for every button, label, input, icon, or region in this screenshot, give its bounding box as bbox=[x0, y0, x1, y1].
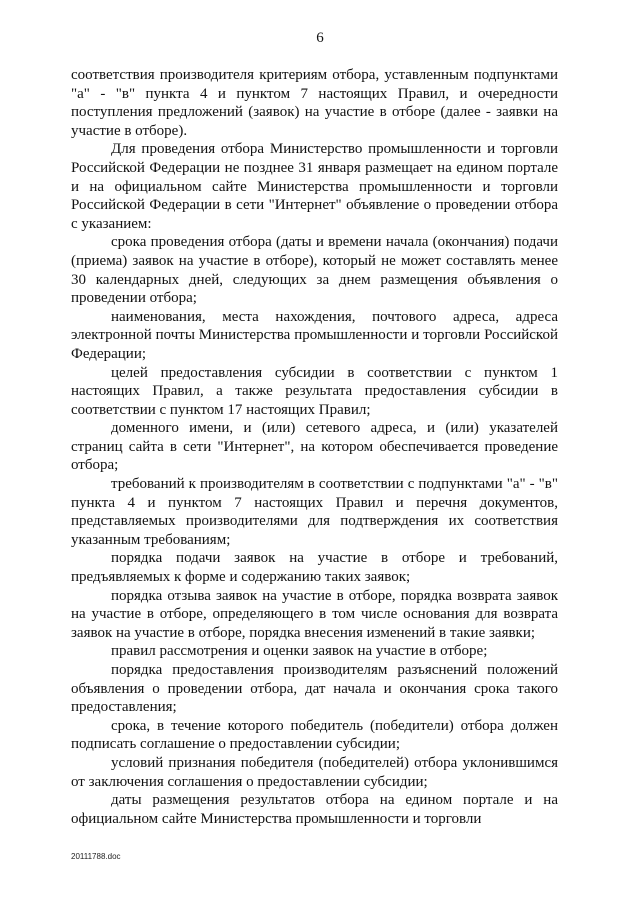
paragraph: условий признания победителя (победителей) отбора уклонившимся от заключения соглашения о предоставлении субсидии; bbox=[71, 754, 558, 790]
paragraph: порядка отзыва заявок на участие в отборе, порядка возврата заявок на участие в отборе, определяющего в том числе основания для возврата заявок на участие в отборе, порядка внесения изменений в такие заявки; bbox=[71, 587, 558, 641]
paragraph: порядка подачи заявок на участие в отборе и требований, предъявляемых к форме и содержанию таких заявок; bbox=[71, 550, 558, 586]
document-file-code: 20111788.doc bbox=[71, 852, 121, 861]
paragraph: целей предоставления субсидии в соответствии с пунктом 1 настоящих Правил, а также результата предоставления субсидии в соответствии с пунктом 17 настоящих Правил; bbox=[71, 364, 558, 418]
paragraph: срока проведения отбора (даты и времени начала (окончания) подачи (приема) заявок на участие в отборе), который не может составлять менее 30 календарных дней, следующих за днем размещения объявления о проведении отбора; bbox=[71, 234, 558, 307]
paragraph: срока, в течение которого победитель (победители) отбора должен подписать соглашение о предоставлении субсидии; bbox=[71, 717, 558, 753]
document-body bbox=[71, 66, 558, 828]
page-number: 6 bbox=[316, 30, 324, 46]
paragraph: даты размещения результатов отбора на едином портале и на официальном сайте Министерства промышленности и торговли bbox=[71, 792, 558, 827]
paragraph: Для проведения отбора Министерство промышленности и торговли Российской Федерации не позднее 31 января размещает на едином портале и на официальном сайте Министерства промышленности и торговли Российской Федерации в сети "Интернет" объявление о проведении отбора с указанием: bbox=[71, 141, 558, 232]
paragraph: наименования, места нахождения, почтового адреса, адреса электронной почты Министерства промышленности и торговли Российской Федерации; bbox=[71, 308, 558, 362]
paragraph: требований к производителям в соответствии с подпунктами "а" - "в" пункта 4 и пунктом 7 настоящих Правил и перечня документов, представляемых производителями для подтверждения их соответствия указанным требованиям; bbox=[71, 476, 558, 548]
paragraph: соответствия производителя критериям отбора, уставленным подпунктами "а" - "в" пункта 4 и пунктом 7 настоящих Правил, и очередности поступления предложений (заявок) на участие в отборе (далее - заявки на участие в отборе). bbox=[71, 67, 558, 139]
paragraph: правил рассмотрения и оценки заявок на участие в отборе; bbox=[111, 643, 488, 660]
paragraph: порядка предоставления производителям разъяснений положений объявления о проведении отбора, дат начала и окончания срока такого предоставления; bbox=[71, 662, 558, 716]
paragraph: доменного имени, и (или) сетевого адреса, и (или) указателей страниц сайта в сети "Интернет", на котором обеспечивается проведение отбора; bbox=[71, 420, 558, 474]
